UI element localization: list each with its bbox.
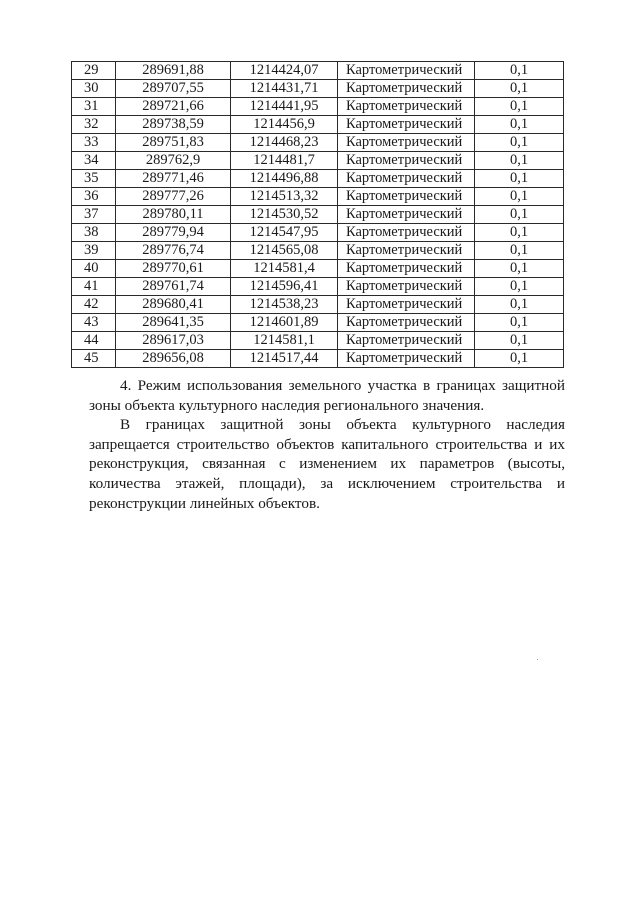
method-cell: Картометрический xyxy=(338,260,475,278)
accuracy-cell: 0,1 xyxy=(475,224,564,242)
point-number-cell: 39 xyxy=(72,242,116,260)
table-row xyxy=(72,332,564,350)
y-coordinate-cell: 1214513,32 xyxy=(231,188,338,206)
x-coordinate-cell: 289751,83 xyxy=(116,134,231,152)
point-number-cell: 42 xyxy=(72,296,116,314)
accuracy-cell: 0,1 xyxy=(475,314,564,332)
x-coordinate-cell: 289738,59 xyxy=(116,116,231,134)
x-coordinate-cell: 289779,94 xyxy=(116,224,231,242)
table-row xyxy=(72,98,564,116)
coordinates-table xyxy=(71,61,564,368)
table-row xyxy=(72,350,564,368)
table-row xyxy=(72,188,564,206)
point-number-cell: 31 xyxy=(72,98,116,116)
method-cell: Картометрический xyxy=(338,62,475,80)
y-coordinate-cell: 1214601,89 xyxy=(231,314,338,332)
accuracy-cell: 0,1 xyxy=(475,170,564,188)
table-row xyxy=(72,62,564,80)
point-number-cell: 30 xyxy=(72,80,116,98)
table-row xyxy=(72,170,564,188)
method-cell: Картометрический xyxy=(338,206,475,224)
table-row xyxy=(72,80,564,98)
accuracy-cell: 0,1 xyxy=(475,188,564,206)
point-number-cell: 34 xyxy=(72,152,116,170)
y-coordinate-cell: 1214581,4 xyxy=(231,260,338,278)
x-coordinate-cell: 289707,55 xyxy=(116,80,231,98)
y-coordinate-cell: 1214441,95 xyxy=(231,98,338,116)
method-cell: Картометрический xyxy=(338,134,475,152)
regime-heading-paragraph: 4. Режим использования земельного участка в границах защитной зоны объекта культурного наследия регионального значения. xyxy=(89,377,565,414)
table-row xyxy=(72,242,564,260)
x-coordinate-cell: 289777,26 xyxy=(116,188,231,206)
point-number-cell: 38 xyxy=(72,224,116,242)
point-number-cell: 44 xyxy=(72,332,116,350)
point-number-cell: 37 xyxy=(72,206,116,224)
method-cell: Картометрический xyxy=(338,224,475,242)
method-cell: Картометрический xyxy=(338,98,475,116)
x-coordinate-cell: 289680,41 xyxy=(116,296,231,314)
table-row xyxy=(72,224,564,242)
point-number-cell: 43 xyxy=(72,314,116,332)
method-cell: Картометрический xyxy=(338,152,475,170)
y-coordinate-cell: 1214456,9 xyxy=(231,116,338,134)
x-coordinate-cell: 289770,61 xyxy=(116,260,231,278)
point-number-cell: 40 xyxy=(72,260,116,278)
y-coordinate-cell: 1214431,71 xyxy=(231,80,338,98)
accuracy-cell: 0,1 xyxy=(475,62,564,80)
point-number-cell: 29 xyxy=(72,62,116,80)
x-coordinate-cell: 289617,03 xyxy=(116,332,231,350)
method-cell: Картометрический xyxy=(338,314,475,332)
accuracy-cell: 0,1 xyxy=(475,242,564,260)
x-coordinate-cell: 289771,46 xyxy=(116,170,231,188)
method-cell: Картометрический xyxy=(338,350,475,368)
y-coordinate-cell: 1214496,88 xyxy=(231,170,338,188)
point-number-cell: 33 xyxy=(72,134,116,152)
table-row xyxy=(72,278,564,296)
point-number-cell: 45 xyxy=(72,350,116,368)
table-row xyxy=(72,134,564,152)
method-cell: Картометрический xyxy=(338,116,475,134)
method-cell: Картометрический xyxy=(338,332,475,350)
method-cell: Картометрический xyxy=(338,278,475,296)
point-number-cell: 36 xyxy=(72,188,116,206)
y-coordinate-cell: 1214581,1 xyxy=(231,332,338,350)
y-coordinate-cell: 1214481,7 xyxy=(231,152,338,170)
table-row xyxy=(72,152,564,170)
x-coordinate-cell: 289762,9 xyxy=(116,152,231,170)
method-cell: Картометрический xyxy=(338,170,475,188)
accuracy-cell: 0,1 xyxy=(475,350,564,368)
accuracy-cell: 0,1 xyxy=(475,116,564,134)
accuracy-cell: 0,1 xyxy=(475,332,564,350)
text-section xyxy=(89,376,565,513)
method-cell: Картометрический xyxy=(338,242,475,260)
y-coordinate-cell: 1214517,44 xyxy=(231,350,338,368)
table-row xyxy=(72,314,564,332)
y-coordinate-cell: 1214538,23 xyxy=(231,296,338,314)
x-coordinate-cell: 289776,74 xyxy=(116,242,231,260)
table-row xyxy=(72,206,564,224)
y-coordinate-cell: 1214565,08 xyxy=(231,242,338,260)
table-row xyxy=(72,116,564,134)
accuracy-cell: 0,1 xyxy=(475,278,564,296)
accuracy-cell: 0,1 xyxy=(475,80,564,98)
accuracy-cell: 0,1 xyxy=(475,98,564,116)
y-coordinate-cell: 1214530,52 xyxy=(231,206,338,224)
y-coordinate-cell: 1214547,95 xyxy=(231,224,338,242)
table-row xyxy=(72,296,564,314)
x-coordinate-cell: 289780,11 xyxy=(116,206,231,224)
x-coordinate-cell: 289641,35 xyxy=(116,314,231,332)
point-number-cell: 35 xyxy=(72,170,116,188)
restriction-paragraph: В границах защитной зоны объекта культурного наследия запрещается строительство объектов капитального строительства и их реконструкция, связанная с изменением их параметров (высоты, количества этажей, площади), за исключением строительства и реконструкции линейных объектов. xyxy=(89,416,565,512)
x-coordinate-cell: 289721,66 xyxy=(116,98,231,116)
accuracy-cell: 0,1 xyxy=(475,296,564,314)
x-coordinate-cell: 289761,74 xyxy=(116,278,231,296)
method-cell: Картометрический xyxy=(338,80,475,98)
x-coordinate-cell: 289656,08 xyxy=(116,350,231,368)
table-row xyxy=(72,260,564,278)
accuracy-cell: 0,1 xyxy=(475,134,564,152)
method-cell: Картометрический xyxy=(338,296,475,314)
accuracy-cell: 0,1 xyxy=(475,206,564,224)
point-number-cell: 32 xyxy=(72,116,116,134)
y-coordinate-cell: 1214596,41 xyxy=(231,278,338,296)
point-number-cell: 41 xyxy=(72,278,116,296)
accuracy-cell: 0,1 xyxy=(475,260,564,278)
y-coordinate-cell: 1214424,07 xyxy=(231,62,338,80)
scan-speck xyxy=(537,659,538,660)
method-cell: Картометрический xyxy=(338,188,475,206)
accuracy-cell: 0,1 xyxy=(475,152,564,170)
y-coordinate-cell: 1214468,23 xyxy=(231,134,338,152)
coordinates-table-body xyxy=(72,62,564,368)
x-coordinate-cell: 289691,88 xyxy=(116,62,231,80)
